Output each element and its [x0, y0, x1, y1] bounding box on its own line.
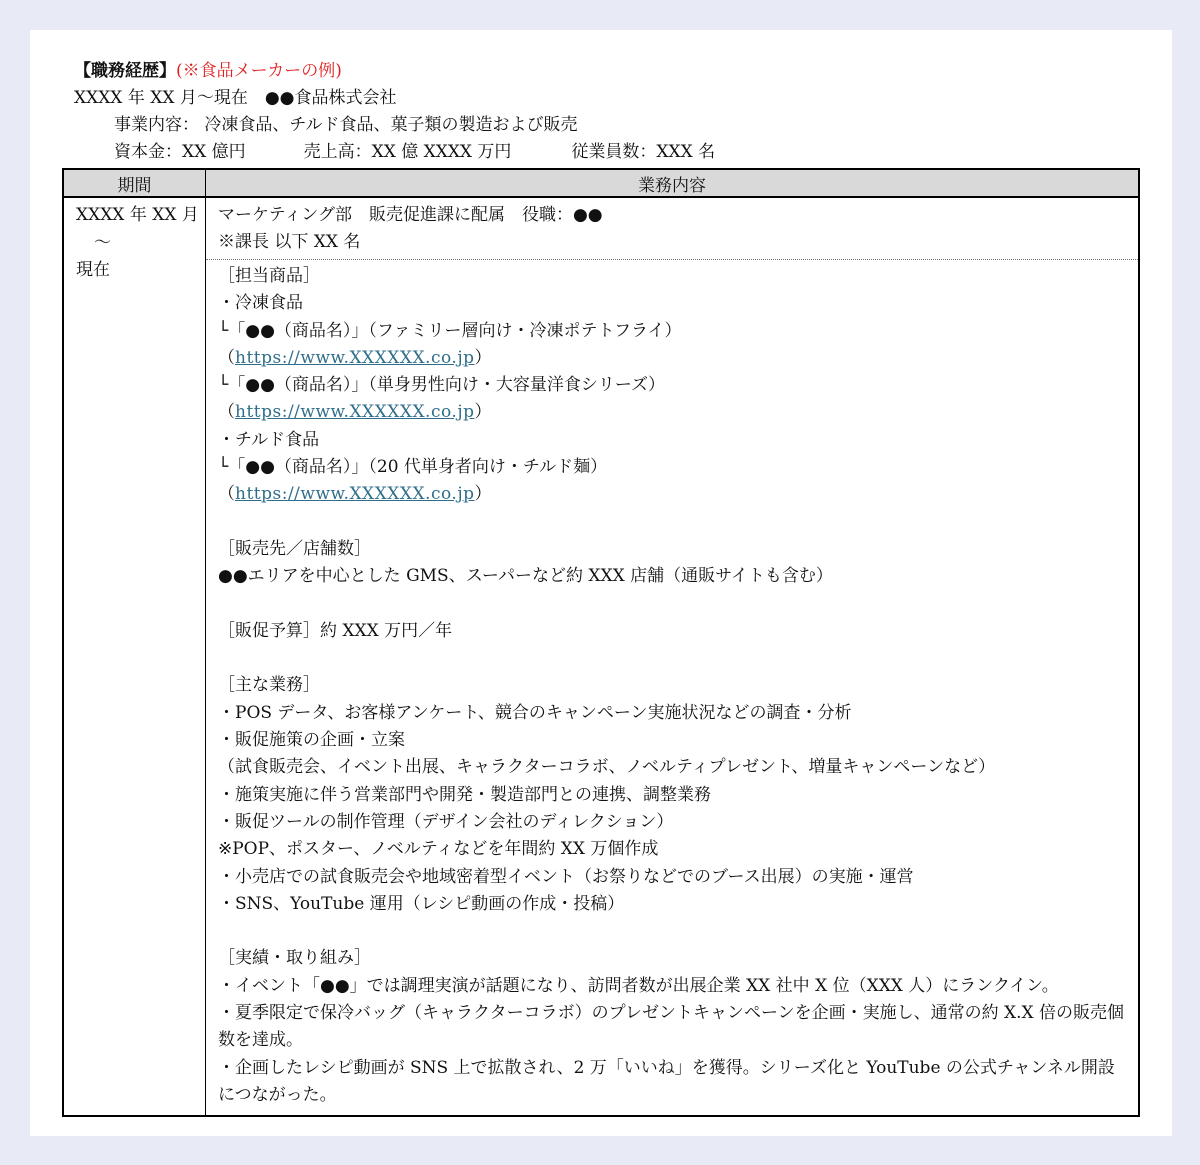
- company-line: XXXX 年 XX 月～現在 ●●食品株式会社: [74, 88, 397, 108]
- product-url-link[interactable]: https://www.XXXXXX.co.jp: [235, 484, 475, 505]
- detail-line: ［販促予算］約 XXX 万円／年: [218, 620, 453, 641]
- detail-line: ・冷凍食品: [218, 293, 303, 314]
- work-cell: [206, 197, 1140, 1116]
- section-note: (※食品メーカーの例): [176, 61, 342, 81]
- detail-line: ・イベント「●●」では調理実演が話題になり、訪問者数が出展企業 XX 社中 X 位（XXX 人）にランクイン。: [218, 975, 1059, 996]
- column-header-work: 業務内容: [206, 169, 1140, 197]
- detail-line: ［主な業務］: [218, 675, 320, 696]
- blank-line: [218, 918, 1128, 945]
- document-page: [30, 30, 1172, 1136]
- career-table: [62, 168, 1140, 1117]
- detail-line: ・販促施策の企画・立案: [218, 730, 405, 751]
- table-row: [63, 197, 1139, 1116]
- role-note: ※課長 以下 XX 名: [218, 232, 361, 252]
- blank-line: [218, 591, 1128, 618]
- detail-line: ［販売先／店舗数］: [218, 538, 371, 559]
- sales: 売上高：XX 億 XXXX 万円: [303, 142, 512, 162]
- career-header: [74, 58, 715, 166]
- role-block: [206, 198, 1138, 260]
- url-line: [218, 399, 1128, 426]
- url-paren-open: （: [218, 347, 235, 368]
- product-url-link[interactable]: https://www.XXXXXX.co.jp: [235, 347, 475, 368]
- detail-line: ［担当商品］: [218, 266, 320, 286]
- blank-line: [218, 509, 1128, 536]
- business-line: 事業内容： 冷凍食品、チルド食品、菓子類の製造および販売: [114, 115, 578, 135]
- url-paren-close: ）: [474, 484, 492, 505]
- detail-line: ・施策実施に伴う営業部門や開発・製造部門との連携、調整業務: [218, 784, 711, 805]
- detail-line: ・SNS、YouTube 運用（レシピ動画の作成・投稿）: [218, 893, 625, 914]
- blank-line: [218, 645, 1128, 672]
- product-url-link[interactable]: https://www.XXXXXX.co.jp: [235, 402, 475, 423]
- company-figures: [74, 139, 715, 166]
- table-header-row: [63, 169, 1139, 197]
- period-end: 現在: [76, 260, 110, 280]
- period-start: XXXX 年 XX 月: [76, 205, 199, 225]
- url-line: [218, 345, 1128, 372]
- detail-line: ・企画したレシピ動画が SNS 上で拡散され、2 万「いいね」を獲得。シリーズ化と YouTube の公式チャンネル開設につながった。: [218, 1057, 1115, 1105]
- period-cell: [63, 197, 206, 1116]
- detail-line: ※POP、ポスター、ノベルティなどを年間約 XX 万個作成: [218, 839, 659, 860]
- detail-line: ［実績・取り組み］: [218, 948, 371, 969]
- detail-line: ・チルド食品: [218, 429, 320, 450]
- role-line: マーケティング部 販売促進課に配属 役職：●●: [218, 205, 603, 225]
- url-line: [218, 481, 1128, 508]
- url-paren-close: ）: [474, 402, 492, 423]
- detail-line: └「●●（商品名）」（単身男性向け・大容量洋食シリーズ）: [218, 375, 666, 396]
- url-paren-open: （: [218, 484, 235, 505]
- detail-line: （試食販売会、イベント出展、キャラクターコラボ、ノベルティプレゼント、増量キャンペーンなど）: [218, 757, 996, 778]
- url-paren-open: （: [218, 402, 235, 423]
- period-tilde: ～: [94, 232, 111, 253]
- detail-line: ・POS データ、お客様アンケート、競合のキャンペーン実施状況などの調査・分析: [218, 702, 852, 723]
- detail-line: ●●エリアを中心とした GMS、スーパーなど約 XXX 店舗（通販サイトも含む）: [218, 566, 833, 587]
- detail-line: ・小売店での試食販売会や地域密着型イベント（お祭りなどでのブース出展）の実施・運営: [218, 866, 914, 887]
- section-title: 【職務経歴】: [74, 61, 176, 81]
- work-details: [206, 260, 1138, 1115]
- detail-line: ・夏季限定で保冷バッグ（キャラクターコラボ）のプレゼントキャンペーンを企画・実施し、通常の約 X.X 倍の販売個数を達成。: [218, 1003, 1125, 1051]
- capital: 資本金：XX 億円: [114, 142, 246, 162]
- detail-line: └「●●（商品名）」（ファミリー層向け・冷凍ポテトフライ）: [218, 320, 682, 341]
- column-header-period: 期間: [63, 169, 206, 197]
- section-heading-row: [74, 58, 715, 85]
- detail-line: └「●●（商品名）」（20 代単身者向け・チルド麺）: [218, 457, 608, 478]
- detail-line: ・販促ツールの制作管理（デザイン会社のディレクション）: [218, 811, 674, 832]
- employees: 従業員数：XXX 名: [571, 142, 716, 162]
- url-paren-close: ）: [474, 347, 492, 368]
